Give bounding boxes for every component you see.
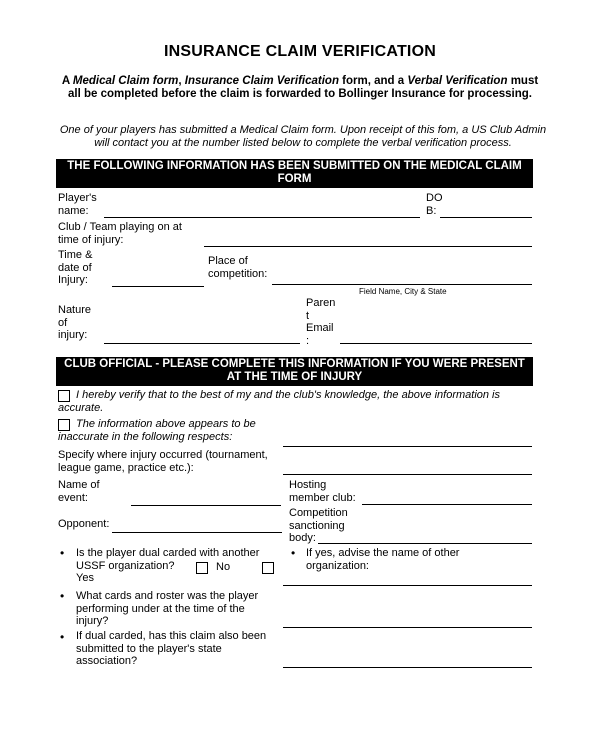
- page-title: INSURANCE CLAIM VERIFICATION: [164, 43, 436, 60]
- time-date-field[interactable]: [112, 286, 204, 287]
- dual-carded-label: Is the player dual carded with another USSF organization? Yes: [76, 547, 260, 584]
- players-name-field[interactable]: [104, 217, 420, 218]
- dob-field[interactable]: [440, 217, 532, 218]
- parent-email-field[interactable]: [340, 343, 532, 344]
- sanctioning-field[interactable]: [318, 543, 532, 544]
- place-field[interactable]: [272, 284, 532, 285]
- opponent-field[interactable]: [112, 532, 282, 533]
- if-yes-field[interactable]: [283, 585, 532, 586]
- field-hint: Field Name, City & State: [359, 287, 447, 296]
- opponent-label: Opponent:: [58, 518, 110, 530]
- bullet-2: •: [291, 546, 296, 560]
- parent-email-label: Paren t Email :: [306, 297, 336, 347]
- dual-claim-label: If dual carded, has this claim also been submitted to the player's state association?: [76, 630, 267, 667]
- bullet-3: •: [60, 589, 65, 603]
- event-label: Name of event:: [58, 479, 100, 504]
- cards-roster-label: What cards and roster was the player performing under at the time of the injury?: [76, 590, 259, 627]
- inaccurate-text: The information above appears to be inaccurate in the following respects:: [58, 418, 256, 443]
- section1-header: THE FOLLOWING INFORMATION HAS BEEN SUBMITTED ON THE MEDICAL CLAIM FORM: [56, 159, 533, 188]
- notice-paragraph: One of your players has submitted a Medical Claim form. Upon receipt of this fom, a US Club Admin will contact you at the number listed below to complete the verbal verification process.: [59, 124, 547, 149]
- section2-header: CLUB OFFICIAL - PLEASE COMPLETE THIS INFORMATION IF YOU WERE PRESENT AT THE TIME OF INJURY: [56, 357, 533, 386]
- club-team-label: Club / Team playing on at time of injury:: [58, 221, 182, 246]
- bullet-4: •: [60, 630, 65, 644]
- cards-roster-field[interactable]: [283, 627, 532, 628]
- sanctioning-label: Competition sanctioning body:: [289, 507, 348, 544]
- hosting-label: Hosting member club:: [289, 479, 356, 504]
- players-name-label: Player's name:: [58, 192, 97, 217]
- intro-paragraph: A Medical Claim form, Insurance Claim Verification form, and a Verbal Verification must all be completed before the claim is forwarded to Bollinger Insurance for processing.: [61, 75, 539, 100]
- club-team-field[interactable]: [204, 246, 532, 247]
- inaccurate-field[interactable]: [283, 446, 532, 447]
- verify-text: I hereby verify that to the best of my and the club's knowledge, the above information is accurate.: [58, 389, 501, 414]
- specify-label: Specify where injury occurred (tournament, league game, practice etc.):: [58, 449, 268, 474]
- event-field[interactable]: [131, 505, 281, 506]
- specify-field[interactable]: [283, 474, 532, 475]
- nature-field[interactable]: [104, 343, 300, 344]
- place-label: Place of competition:: [208, 255, 268, 280]
- time-date-label: Time & date of Injury:: [58, 249, 93, 286]
- nature-label: Nature of injury:: [58, 304, 92, 341]
- dob-label: DO B:: [426, 192, 443, 217]
- dual-carded-yes-checkbox[interactable]: [262, 562, 274, 574]
- dual-carded-no-checkbox[interactable]: [196, 562, 208, 574]
- if-yes-label: If yes, advise the name of other organization:: [306, 547, 460, 572]
- bullet-1: •: [60, 546, 65, 560]
- hosting-field[interactable]: [362, 504, 532, 505]
- dual-claim-field[interactable]: [283, 667, 532, 668]
- dual-carded-no-label: No: [216, 561, 231, 573]
